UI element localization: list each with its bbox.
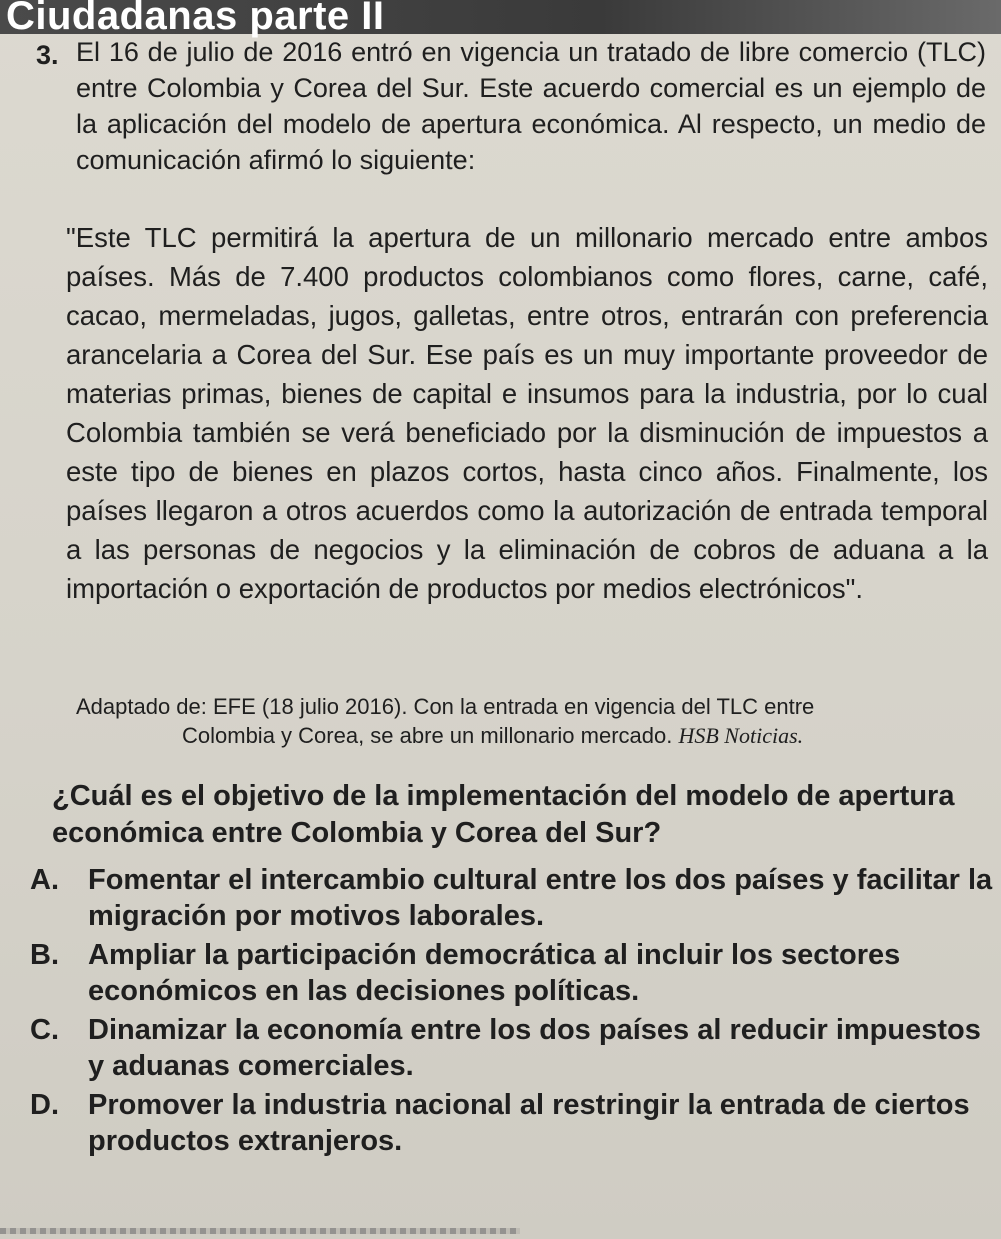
question-prompt: ¿Cuál es el objetivo de la implementación del modelo de apertura económica entre Colombia y Corea del Sur? bbox=[52, 780, 955, 849]
option-letter: B. bbox=[30, 939, 59, 971]
section-title: Ciudadanas parte II bbox=[6, 0, 385, 38]
question-number: 3. bbox=[36, 40, 59, 70]
option-text: Fomentar el intercambio cultural entre los dos países y facilitar la migración por motivos laborales. bbox=[88, 864, 993, 932]
source-line-2-wrap bbox=[76, 721, 986, 750]
news-quote: "Este TLC permitirá la apertura de un millonario mercado entre ambos países. Más de 7.400 productos colombianos como flores, carne, café, cacao, mermeladas, jugos, galletas, entre otros, entrarán con preferencia arancelaria a Corea del Sur. Ese país es un muy importante proveedor de materias primas, bienes de capital e insumos para la industria, por lo cual Colombia también se verá beneficiado por la disminución de impuestos a este tipo de bienes en plazos cortos, hasta cinco años. Finalmente, los países llegaron a otros acuerdos como la autorización de entrada temporal a las personas de negocios y la eliminación de cobros de aduana a la importación o exportación de productos por medios electrónicos". bbox=[66, 222, 988, 604]
source-citation bbox=[76, 692, 986, 750]
option-letter: D. bbox=[30, 1089, 59, 1121]
answer-options bbox=[20, 862, 995, 1162]
source-publication: HSB Noticias. bbox=[678, 723, 804, 748]
section-header bbox=[0, 0, 1001, 38]
option-text: Dinamizar la economía entre los dos países al reducir impuestos y aduanas comerciales. bbox=[88, 1014, 981, 1082]
option-text: Promover la industria nacional al restringir la entrada de ciertos productos extranjeros. bbox=[88, 1089, 970, 1157]
option-letter: C. bbox=[30, 1014, 59, 1046]
answer-option-d[interactable] bbox=[20, 1087, 995, 1159]
option-text: Ampliar la participación democrática al incluir los sectores económicos en las decisiones políticas. bbox=[88, 939, 901, 1007]
option-letter: A. bbox=[30, 864, 59, 896]
bottom-divider bbox=[0, 1228, 520, 1234]
source-line-2: Colombia y Corea, se abre un millonario mercado. bbox=[182, 723, 673, 748]
question-intro: El 16 de julio de 2016 entró en vigencia un tratado de libre comercio (TLC) entre Colombia y Corea del Sur. Este acuerdo comercial es un ejemplo de la aplicación del modelo de apertura económica. Al respecto, un medio de comunicación afirmó lo siguiente: bbox=[76, 37, 986, 175]
answer-option-b[interactable] bbox=[20, 937, 995, 1009]
answer-option-c[interactable] bbox=[20, 1012, 995, 1084]
source-line-1: Adaptado de: EFE (18 julio 2016). Con la entrada en vigencia del TLC entre bbox=[76, 694, 815, 719]
answer-option-a[interactable] bbox=[20, 862, 995, 934]
